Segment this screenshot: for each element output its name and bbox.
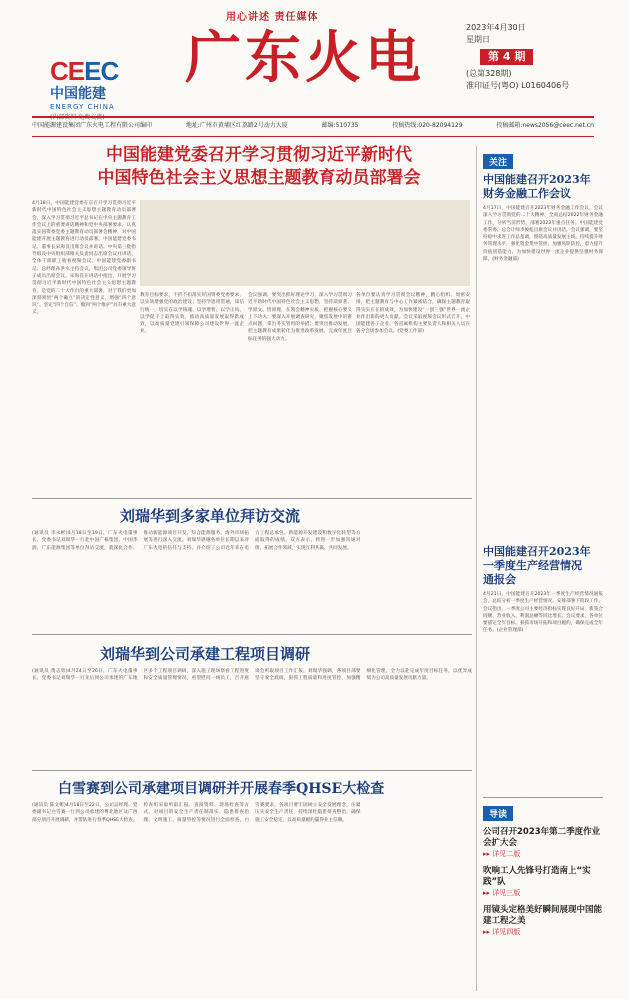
- phone: 投稿热线:020-82094129: [392, 122, 463, 129]
- divider: [32, 498, 472, 499]
- lead-article-col-3: 会议强调，要突出抓好理论学习，深入学习贯彻习近平新时代中国特色社会主义思想，坚持读原著、学原文、悟原理，在领会精神实质、把握核心要义上下功夫；要深入开展调查研究，聚焦发展中的难点问题，拿出务实管用的举措；要突出推动发展，把主题教育成果转化为推进改革发展、完成年度目标任务的强大动力。: [248, 293, 352, 342]
- registration-number: 准印证号(粤O) L0160406号: [466, 81, 570, 90]
- issue-number-badge: 第 4 期: [480, 49, 533, 65]
- org-name-en: ENERGY CHINA: [50, 103, 115, 111]
- issue-weekday: 星期日: [466, 35, 490, 44]
- sidebar: [483, 150, 603, 938]
- guide-item-1-page: ▸▸ 详见二版: [483, 849, 603, 860]
- story3-body: (通讯员 黄志勇)4月24日至26日，广东火电董事长、党委书记刘瑞华一行先后到公司承建的广东地区多个工程项目调研，深入施工现场察看工程进度和安全质量管理情况，看望慰问一线员工，召开座谈会听取项目工作汇报。刘瑞华强调，各项目部要坚守安全底线，狠抓工程质量和进度管控，加强精细化管理，全力以赴完成年度目标任务，以优异成绩为公司高质量发展贡献力量。: [32, 669, 472, 682]
- guide-item-1[interactable]: [483, 827, 603, 860]
- lead-article-col-2: 教育目标要求，不折不扣落实好国资委党委要求，以实效增强党的政治建设；坚持学思用贯通，知信行统一，切实在以学铸魂、以学增智、以学正风、以学促干上取得实效，推动高质量发展取得新成效，以高质量党建引领保障公司建设世界一流企业。: [140, 293, 244, 335]
- slogan: 用心讲述 责任媒体: [226, 12, 319, 23]
- sidebar-story1-title-line1: 中国能建召开2023年: [483, 173, 591, 186]
- guide-item-3-page: ▸▸ 详见四版: [483, 927, 603, 938]
- publication-info-bar: [32, 116, 594, 137]
- headline-line-1: 中国能建党委召开学习贯彻习近平新时代: [106, 145, 412, 165]
- main-headline: [44, 144, 474, 190]
- company-logo: [50, 58, 148, 121]
- internal-note: (内部资料 免费交流): [50, 114, 105, 121]
- focus-label: 关注: [483, 154, 513, 169]
- story3-title: 刘瑞华到公司承建工程项目调研: [100, 645, 311, 663]
- publisher: 中国能源建设集团广东火电工程有限公司编印: [32, 122, 153, 129]
- guide-item-2[interactable]: [483, 866, 603, 899]
- issue-date: 2023年4月30日: [466, 23, 526, 32]
- sidebar-story1-body: 4月17日，中国能建召开2023年财务金融工作会议。会议深入学习贯彻党的二十大精神，全面总结2022年财务金融工作，分析当前形势，部署2023年重点任务。中国能建党委常委、总会计师李俊彪出席会议并讲话。会议强调，要坚持稳中求进工作总基调，围绕高质量发展主线，持续提升财务管理水平，强化资金集中管控，加强风险防控，着力提升价值创造能力，为加快建设世界一流企业提供坚强财务保障。(财务金融部): [483, 206, 603, 263]
- ceec-logo-mark: CEEC: [50, 56, 119, 86]
- sidebar-story1-title-line2: 财务金融工作会议: [483, 187, 571, 200]
- story4-title: 白雪赛到公司承建项目调研并开展春季QHSE大检查: [58, 781, 385, 797]
- guide-item-1-title: 公司召开2023年第二季度作业会扩大会: [483, 827, 601, 848]
- guide-item-2-page: ▸▸ 详见三版: [483, 888, 603, 899]
- address: 地址:广州市黄埔区红荔路2号动力大厦: [185, 122, 288, 129]
- guide-item-2-title: 吹响工人先锋号打造南上“实践”队: [483, 866, 591, 887]
- sidebar-story2-title-line3: 通报会: [483, 573, 516, 586]
- lead-article-col-4: 各单位要认真学习贯彻会议精神，精心组织、周密安排，把主题教育与中心工作紧密结合，确保主题教育取得实实在在的成效，为加快建设“一创三强”世界一流企业作出新的更大贡献。会议采取视频会议形式召开，中国能建各子企业、各直属机构主要负责人和相关人员在各分会场参加会议。(党委工作部): [356, 293, 470, 335]
- sidebar-story2-title-line1: 中国能建召开2023年: [483, 545, 591, 558]
- divider: [32, 770, 472, 771]
- org-name: 中国能建: [50, 86, 106, 102]
- sidebar-story2-title: [483, 545, 603, 587]
- story4-body: (通讯员 陈文彬)4月18日至22日，公司总经理、党委副书记白雪赛一行到公司承建的粤北地区及广西部分项目开展调研，并带队进行春季QHSE大检查。检查组采取听取汇报、查阅资料、现场检查等方式，对项目的安全生产责任制落实、隐患排查治理、文明施工、质量管控等情况进行全面检查。白雪赛要求，各项目要牢固树立安全发展理念，压紧压实安全生产责任，持续深化隐患排查整治，确保施工安全稳定，以高质量履约赢得业主信赖。: [32, 803, 361, 823]
- guide-item-3[interactable]: [483, 905, 603, 938]
- email: 投稿邮箱:news2056@ceec.net.cn: [496, 122, 594, 129]
- lead-photo: [140, 200, 470, 286]
- guide-label: 导读: [483, 806, 513, 821]
- sidebar-story2-title-line2: 一季度生产经营情况: [483, 559, 582, 572]
- total-issue: (总第328期): [466, 69, 512, 78]
- postcode: 邮编:510735: [321, 122, 359, 129]
- sidebar-story2-body: 4月21日，中国能建召开2023年一季度生产经营情况通报会，总结分析一季度生产经营情况，安排部署下阶段工作。会议指出，一季度公司主要经济指标实现良好开局，新签合同额、营业收入、利润总额等同比增长。会议要求，各单位要锚定全年目标，狠抓市场开拓和项目履约，确保完成全年任务。(企业管理部): [483, 592, 603, 634]
- column-divider: [476, 146, 477, 991]
- story2-title: 刘瑞华到多家单位拜访交流: [120, 507, 301, 525]
- issue-info: [466, 22, 586, 92]
- guide-section: [483, 797, 603, 938]
- headline-line-2: 中国特色社会主义思想主题教育动员部署会: [97, 168, 421, 188]
- masthead-title: 广东火电: [185, 25, 425, 91]
- divider: [32, 634, 472, 635]
- lead-article-col-1: 4月18日，中国能建党委在京召开学习贯彻习近平新时代中国特色社会主义思想主题教育动员部署会，深入学习贯彻习近平总书记在中央主题教育工作会议上的重要讲话精神和党中央部署要求，认真落实国资委党委主题教育动员部署会精神，对中国能建开展主题教育进行动员部署。中国能建党委书记、董事长宋海良出席会议并讲话。中央第三批指导组及中央组织部相关负责同志出席会议并讲话。全体干部职工收看视频会议。中国能建党委副书记、总经理孙洪水主持会议。集团公司党委领导班子成员出席会议。宋海良在讲话中指出，开展学习贯彻习近平新时代中国特色社会主义思想主题教育，是党的二十大作出的重大部署，对于我们更加深刻领悟“两个确立”的决定性意义，增强“四个意识”、坚定“四个自信”、做到“两个维护”具有重大意义。: [32, 201, 136, 316]
- story2-body: (通讯员 李永彬)4月18日至19日，广东火电董事长、党委书记刘瑞华一行赴中国广核集团、中国华润、广东能源集团等单位拜访交流，就深化合作、推动新能源项目开发、综合能源服务、海外市场拓展等进行深入交流。刘瑞华感谢各单位长期以来对广东火电的信任与支持，并介绍了公司近年来在电力工程总承包、新能源开发建设和数字化转型等方面取得的成绩。双方表示，将进一步加强沟通对接，拓展合作领域，实现互利共赢、共同发展。: [32, 531, 361, 551]
- sidebar-story1-title: [483, 173, 603, 201]
- guide-item-3-title: 用镜头定格美好瞬间展现中国能建工程之美: [483, 905, 603, 926]
